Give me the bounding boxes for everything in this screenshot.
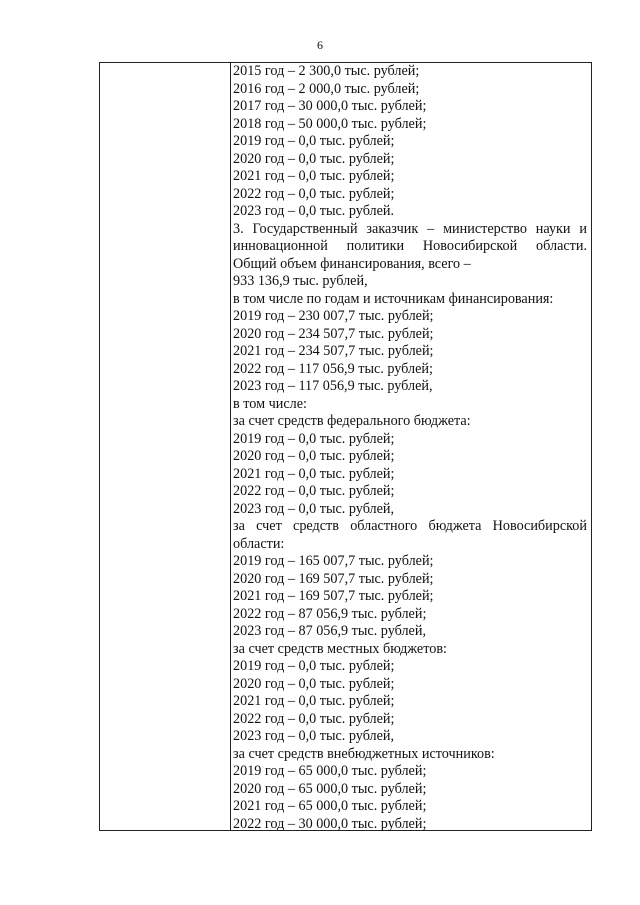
text-line: 2021 год – 234 507,7 тыс. рублей; — [233, 343, 434, 359]
text-line: 2019 год – 65 000,0 тыс. рублей; — [233, 763, 427, 779]
text-line: 2022 год – 0,0 тыс. рублей; — [233, 483, 395, 499]
text-line: инновационной политики Новосибирской области. — [233, 238, 587, 254]
text-line: 2018 год – 50 000,0 тыс. рублей; — [233, 115, 427, 132]
text-line: 2022 год – 0,0 тыс. рублей; — [233, 185, 395, 202]
text-line: 2016 год – 2 000,0 тыс. рублей; — [233, 80, 420, 97]
text-line: за счет средств местных бюджетов: — [233, 640, 447, 657]
text-line: 2022 год – 87 056,9 тыс. рублей; — [233, 605, 427, 622]
text-line: 2023 год – 0,0 тыс. рублей, — [233, 500, 395, 517]
text-line: 2017 год – 30 000,0 тыс. рублей; — [233, 98, 427, 114]
text-line: 2023 год – 117 056,9 тыс. рублей, — [233, 378, 433, 394]
page-number: 6 — [317, 38, 323, 52]
text-line: 2019 год – 0,0 тыс. рублей; — [233, 133, 395, 149]
text-line: 2020 год – 0,0 тыс. рублей; — [233, 448, 395, 464]
text-line: 2021 год – 65 000,0 тыс. рублей; — [233, 798, 427, 814]
text-line: 2022 год – 30 000,0 тыс. рублей; — [233, 815, 427, 832]
text-line: за счет средств федерального бюджета: — [233, 413, 471, 429]
text-line: 2021 год – 0,0 тыс. рублей; — [233, 168, 395, 184]
text-line: 2021 год – 169 507,7 тыс. рублей; — [233, 588, 434, 604]
text-line: 2023 год – 0,0 тыс. рублей, — [233, 728, 395, 744]
table-left-column — [100, 63, 231, 830]
text-line: 2015 год – 2 300,0 тыс. рублей; — [233, 63, 420, 79]
text-line: 2022 год – 117 056,9 тыс. рублей; — [233, 360, 433, 377]
text-line: 933 136,9 тыс. рублей, — [233, 273, 368, 289]
text-line: 2020 год – 0,0 тыс. рублей; — [233, 150, 395, 167]
text-line: области: — [233, 535, 285, 552]
text-line: 2021 год – 0,0 тыс. рублей; — [233, 693, 395, 709]
text-line: 2019 год – 165 007,7 тыс. рублей; — [233, 553, 434, 569]
text-line: в том числе по годам и источникам финансирования: — [233, 290, 554, 307]
text-line: 3. Государственный заказчик – министерство науки и — [233, 220, 587, 237]
text-line: 2023 год – 0,0 тыс. рублей. — [233, 203, 395, 219]
text-line: 2019 год – 0,0 тыс. рублей; — [233, 658, 395, 674]
text-line: 2020 год – 234 507,7 тыс. рублей; — [233, 325, 434, 342]
text-line: 2019 год – 230 007,7 тыс. рублей; — [233, 308, 434, 324]
text-line: 2020 год – 169 507,7 тыс. рублей; — [233, 570, 434, 587]
text-line: за счет средств областного бюджета Новосибирской — [233, 518, 587, 534]
financing-table — [99, 62, 592, 831]
text-line: 2023 год – 87 056,9 тыс. рублей, — [233, 623, 426, 639]
text-line: 2020 год – 65 000,0 тыс. рублей; — [233, 780, 427, 797]
text-line: 2022 год – 0,0 тыс. рублей; — [233, 710, 395, 727]
text-line: в том числе: — [233, 395, 307, 412]
text-line: за счет средств внебюджетных источников: — [233, 745, 495, 762]
table-right-column — [231, 63, 591, 830]
text-line: 2019 год – 0,0 тыс. рублей; — [233, 430, 395, 447]
text-line: 2020 год – 0,0 тыс. рублей; — [233, 675, 395, 692]
text-line: Общий объем финансирования, всего – — [233, 255, 471, 272]
text-line: 2021 год – 0,0 тыс. рублей; — [233, 465, 395, 482]
